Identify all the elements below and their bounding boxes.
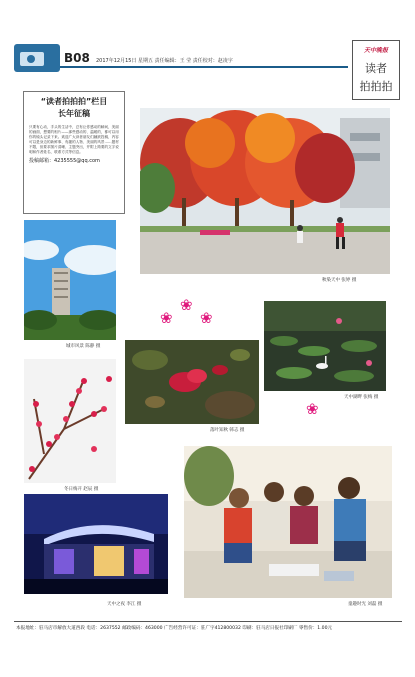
photo-plum-blossom [24, 359, 116, 483]
photo-children-playing [184, 446, 392, 598]
notice-body: 只要有心动，手头的生活中，总有让你感动的瞬间，美丽的画面，想要的相片——那些感动的、温暖的，都可以用你的镜头记录下来。欢迎广大读者朋友们踊跃投稿，内容可以是身边的新鲜事、有趣的人物、美丽的风景……题材不限，但要求图片清晰、主题突出，并附上简要的文字说明和作者姓名、联系方式等信息。 [29, 125, 119, 154]
section-tag [352, 40, 400, 100]
caption-tower: 城市风景 陈静 摄 [66, 344, 101, 349]
submission-email: 投稿邮箱：4235555@qq.com [29, 158, 100, 164]
flower-ornament-icon: ❀ [306, 400, 319, 418]
caption-plum: 冬日梅开 赵辰 摄 [64, 487, 99, 492]
photo-city-tower [24, 220, 116, 340]
photo-fallen-leaves [125, 340, 259, 424]
issue-info: 2017年12月15日 星期五 责任编辑：王 莹 责任校对：赵凌宇 [96, 58, 233, 64]
camera-logo-icon [14, 44, 60, 72]
caption-main: 秋染天中 张婷 摄 [322, 278, 357, 283]
flower-ornament-icon: ❀ [160, 309, 173, 327]
section-title-line-2: 拍拍拍 [359, 80, 393, 93]
footer-divider [14, 621, 402, 622]
section-brand: 天中晚报 [363, 47, 388, 54]
caption-leaves: 落叶知秋 韩志 摄 [210, 428, 245, 433]
caption-heron: 天中湖畔 张梅 摄 [344, 395, 379, 400]
flower-ornament-icon: ❀ [180, 296, 193, 314]
photo-pond-heron [264, 301, 386, 391]
footer-info: 本报地址：驻马店市解放大道西段 电话：2637552 邮政编码：463000 广告经营许可证：驻广字412800032 印刷：驻马店日报社印刷厂 零售价：1.00元 [16, 626, 333, 631]
notice-title: “读者拍拍拍”栏目 [40, 97, 108, 106]
caption-kids: 童趣时光 刘磊 摄 [348, 602, 383, 607]
photo-night-building [24, 494, 168, 594]
section-title-line-1: 读者 [365, 62, 387, 75]
flower-ornament-icon: ❀ [200, 309, 213, 327]
call-for-submissions-box [23, 91, 125, 214]
caption-night: 天中之夜 李江 摄 [107, 602, 142, 607]
photo-autumn-park [140, 108, 390, 274]
header-divider [60, 66, 348, 68]
notice-subtitle: 长年征稿 [58, 109, 90, 118]
page-number: B08 [64, 51, 90, 65]
